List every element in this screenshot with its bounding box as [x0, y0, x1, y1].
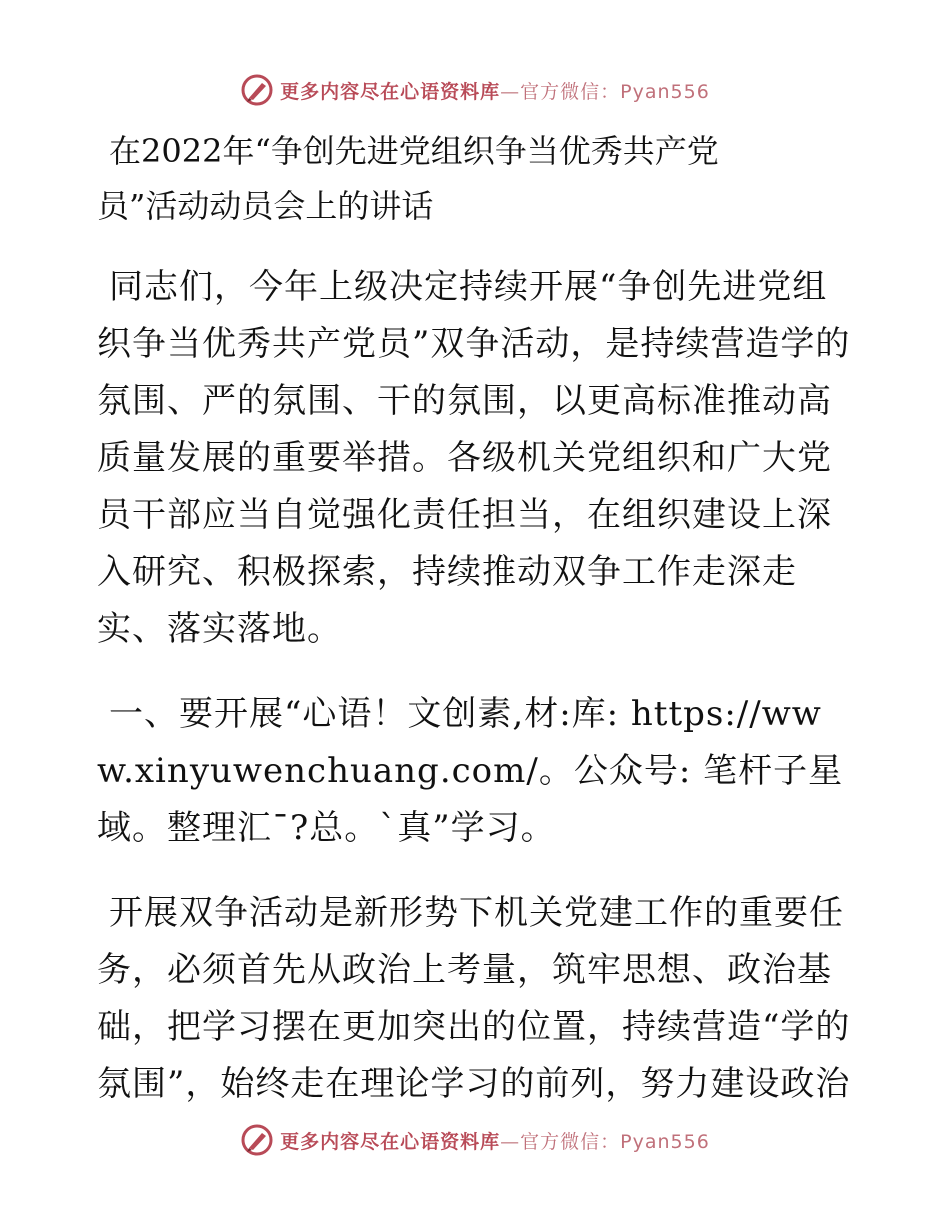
paragraph-section-one-heading: 一、要开展“心语！文创素,材:库: https://www.xinyuwenchuang.com/。公众号: 笔杆子星域。整理汇¯?总。`真”学习。 — [97, 694, 844, 848]
paragraph-intro: 同志们，今年上级决定持续开展“争创先进党组织争当优秀共产党员”双争活动，是持续营造学的氛围、严的氛围、干的氛围，以更高标准推动高质量发展的重要举措。各级机关党组织和广大党员干部应当自觉强化责任担当，在组织建设上深入研究、积极探索，持续推动双争工作走深走实、落实落地。 — [97, 267, 851, 649]
watermark-separator: — — [500, 1130, 521, 1153]
watermark-separator: — — [500, 80, 521, 103]
pen-seal-logo-icon — [240, 73, 274, 107]
footer-watermark — [0, 1120, 950, 1160]
header-watermark — [0, 70, 950, 110]
watermark-wechat-text: 官方微信：Pyan556 — [520, 1130, 710, 1153]
paragraph-section-one-body: 开展双争活动是新形势下机关党建工作的重要任务，必须首先从政治上考量，筑牢思想、政治基础，把学习摆在更加突出的位置，持续营造“学的氛围”，始终走在理论学习的前列，努力建设政治 — [97, 893, 851, 1104]
document-body — [97, 124, 853, 1113]
pen-seal-logo-icon — [240, 1123, 274, 1157]
watermark-main-text: 更多内容尽在心语资料库 — [280, 80, 501, 103]
watermark-wechat-text: 官方微信：Pyan556 — [520, 80, 710, 103]
watermark-main-text: 更多内容尽在心语资料库 — [280, 1130, 501, 1153]
document-title: 在2022年“争创先进党组织争当优秀共产党员”活动动员会上的讲话 — [97, 132, 719, 225]
watermark-text — [280, 1127, 710, 1154]
watermark-text — [280, 77, 710, 104]
